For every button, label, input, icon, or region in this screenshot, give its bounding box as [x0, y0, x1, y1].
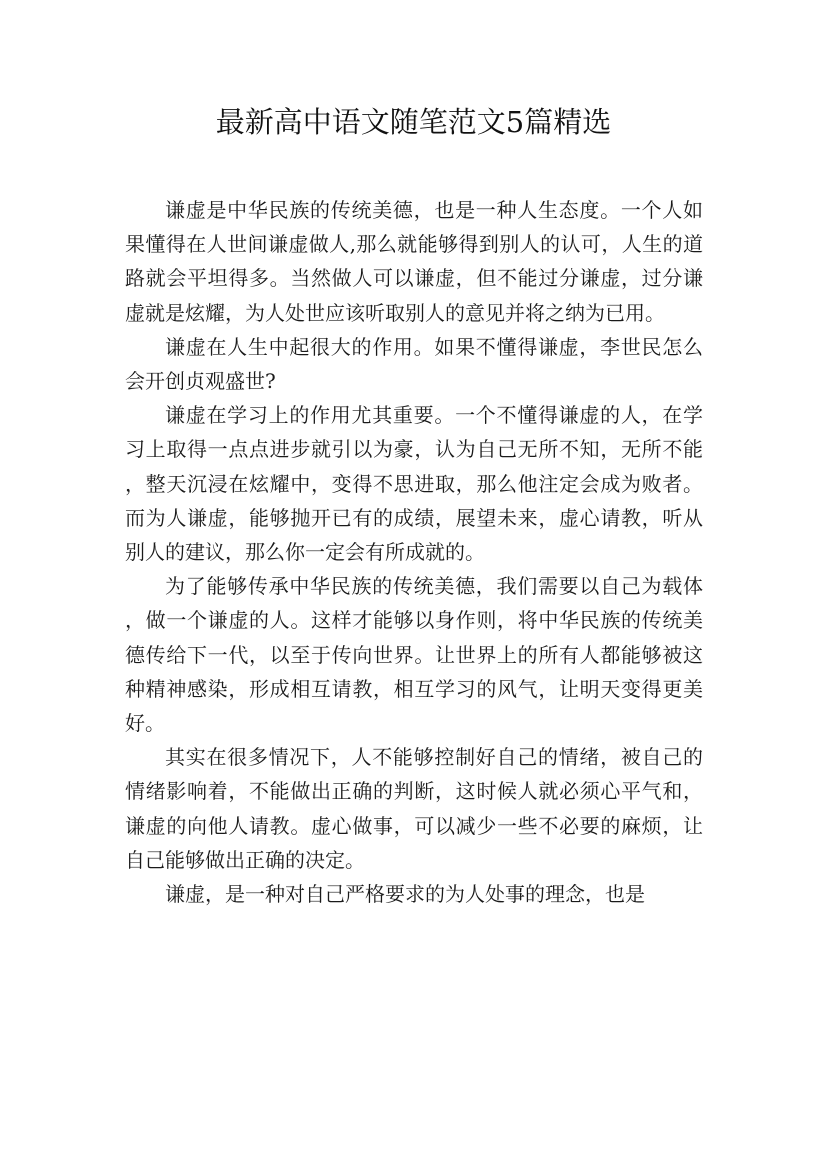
- paragraph-3: 谦虚在学习上的作用尤其重要。一个不懂得谦虚的人，在学习上取得一点点进步就引以为豪，认为自己无所不知，无所不能，整天沉浸在炫耀中，变得不思进取，那么他注定会成为败者。而为人谦虚，能够抛开已有的成绩，展望未来，虚心请教，听从别人的建议，那么你一定会有所成就的。: [125, 403, 703, 565]
- page-title: 最新高中语文随笔范文5篇精选: [215, 105, 612, 139]
- paragraph-4: 为了能够传承中华民族的传统美德，我们需要以自己为载体，做一个谦虚的人。这样才能够以身作则，将中华民族的传统美德传给下一代，以至于传向世界。让世界上的所有人都能够被这种精神感染，形成相互请教，相互学习的风气，让明天变得更美好。: [125, 574, 703, 736]
- paragraph-2: 谦虚在人生中起很大的作用。如果不懂得谦虚，李世民怎么会开创贞观盛世?: [125, 334, 703, 394]
- paragraph-6: 谦虚，是一种对自己严格要求的为人处事的理念，也是: [165, 882, 645, 907]
- article-body: [125, 193, 703, 911]
- paragraph-1: 谦虚是中华民族的传统美德，也是一种人生态度。一个人如果懂得在人世间谦虚做人,那么就能够得到别人的认可，人生的道路就会平坦得多。当然做人可以谦虚，但不能过分谦虚，过分谦虚就是炫耀，为人处世应该听取别人的意见并将之纳为已用。: [125, 198, 703, 325]
- paragraph-5: 其实在很多情况下，人不能够控制好自己的情绪，被自己的情绪影响着，不能做出正确的判断，这时候人就必须心平气和，谦虚的向他人请教。虚心做事，可以减少一些不必要的麻烦，让自己能够做出正确的决定。: [125, 745, 703, 872]
